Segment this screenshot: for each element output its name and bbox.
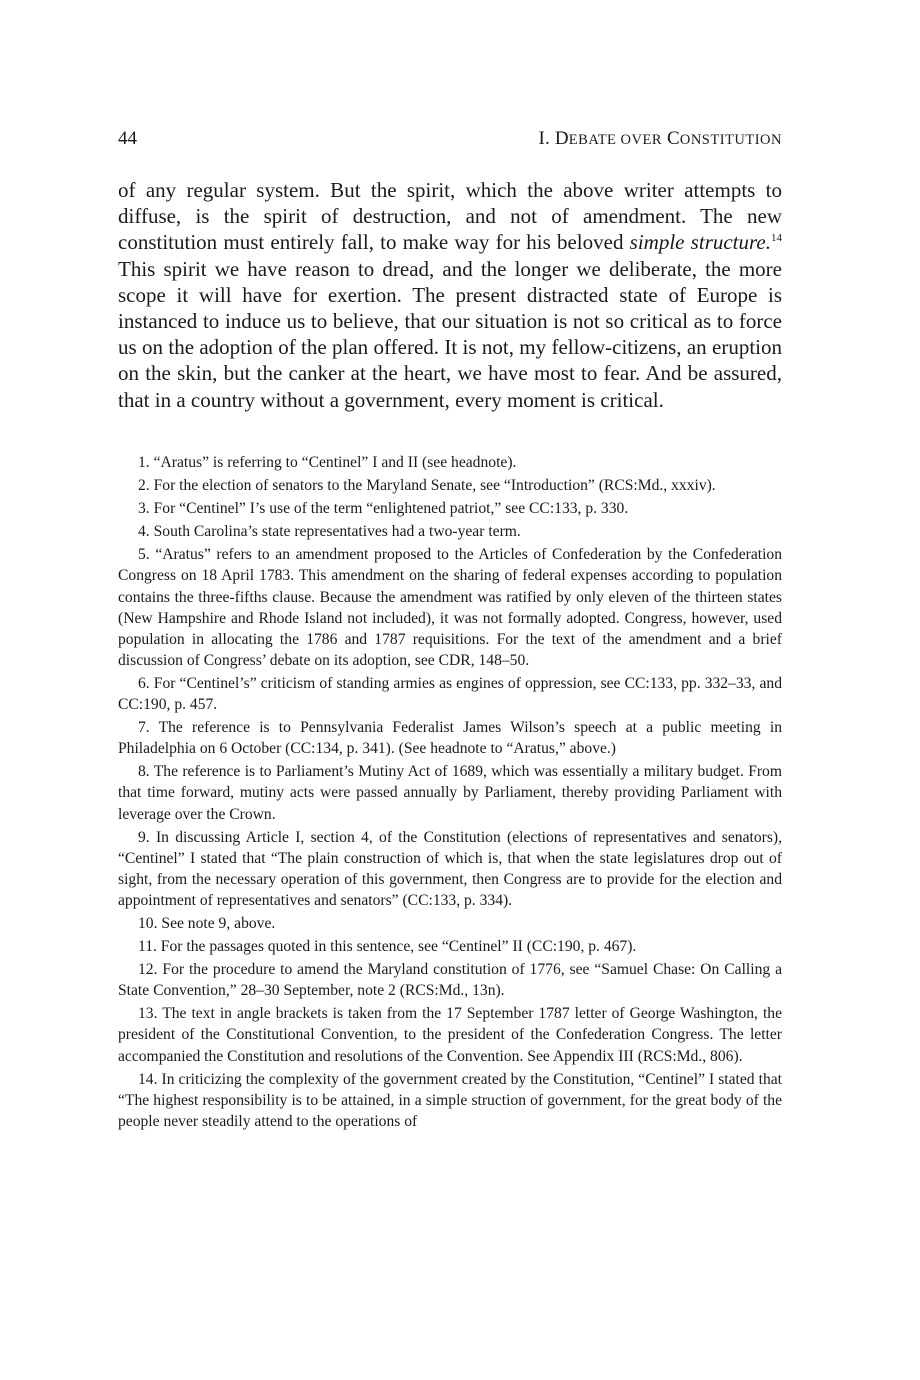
paragraph-text-1: of any regular system. But the spirit, which the above writer attempts to diffuse, is the spirit of destruction, and not of amendment. The new constitution must entirely fall, to make way for his beloved xyxy=(118,178,782,255)
section-title-small-caps-1: EBATE OVER xyxy=(568,132,663,148)
main-paragraph xyxy=(118,177,782,413)
endnote-7: 7. The reference is to Pennsylvania Federalist James Wilson’s speech at a public meeting in Philadelphia on 6 October (CC:134, p. 341). (See headnote to “Aratus,” above.) xyxy=(118,719,782,758)
section-title-roman: I. D xyxy=(538,128,569,149)
endnote-12: 12. For the procedure to amend the Maryland constitution of 1776, see “Samuel Chase: On Calling a State Convention,” 28–30 September, note 2 (RCS:Md., 13n). xyxy=(118,961,782,1000)
footnote-ref-14: 14 xyxy=(770,232,782,245)
endnote-3: 3. For “Centinel” I’s use of the term “enlightened patriot,” see CC:133, p. 330. xyxy=(138,500,629,518)
endnote-13: 13. The text in angle brackets is taken from the 17 September 1787 letter of George Washington, the president of the Constitutional Convention, to the president of the Confederation Congress. The letter accompanied the Constitution and resolutions of the Convention. See Appendix III (RCS:Md., 806). xyxy=(118,1005,782,1065)
endnote-10: 10. See note 9, above. xyxy=(138,914,276,932)
endnote-1: 1. “Aratus” is referring to “Centinel” I and II (see headnote). xyxy=(138,454,517,471)
emphasis-simple-structure: simple structure. xyxy=(629,230,771,255)
running-head xyxy=(118,128,782,158)
section-title xyxy=(538,128,782,150)
page-number: 44 xyxy=(118,128,137,149)
endnote-2: 2. For the election of senators to the Maryland Senate, see “Introduction” (RCS:Md., xxxiv). xyxy=(138,477,716,495)
paragraph-text-2: This spirit we have reason to dread, and the longer we deliberate, the more scope it will have for exertion. The present distracted state of Europe is instanced to induce us to believe, that our situation is not so critical as to force us on the adoption of the plan offered. It is not, my fellow-citizens, an eruption on the skin, but the canker at the heart, we have most to fear. And be assured, that in a country without a government, every moment is critical. xyxy=(118,256,782,412)
endnote-11: 11. For the passages quoted in this sentence, see “Centinel” II (CC:190, p. 467). xyxy=(138,938,637,956)
endnote-4: 4. South Carolina’s state representatives had a two-year term. xyxy=(138,523,521,541)
endnote-6: 6. For “Centinel’s” criticism of standing armies as engines of oppression, see CC:133, pp. 332–33, and CC:190, p. 457. xyxy=(118,674,782,714)
endnote-5: 5. “Aratus” refers to an amendment proposed to the Articles of Confederation by the Confederation Congress on 18 April 1783. This amendment on the sharing of federal expenses according to population contains the three-fifths clause. Because the amendment was ratified by only eleven of the thirteen states (New Hampshire and Rhode Island not included), it was not formally adopted. Congress, however, used population in allocating the 1786 and 1787 requisitions. For the text of the amendment and a brief discussion of Congress’ debate on its adoption, see CDR, 148–50. xyxy=(118,546,782,669)
section-title-initial: C xyxy=(666,128,680,149)
endnote-14: 14. In criticizing the complexity of the government created by the Constitution, “Centinel” I stated that “The highest responsibility is to be attained, in a simple struction of government, for the great body of the people never steadily attend to the operations of xyxy=(118,1070,782,1130)
section-title-small-caps-2: ONSTITUTION xyxy=(679,132,782,148)
endnote-9: 9. In discussing Article I, section 4, of the Constitution (elections of representatives and senators), “Centinel” I stated that “The plain construction of which is, that when the state legislatures drop out of sight, from the necessary operation of this government, then Congress are to provide for the election and appointment of representatives and senators” (CC:133, p. 334). xyxy=(118,828,782,909)
endnotes-list xyxy=(118,452,782,1134)
endnote-8: 8. The reference is to Parliament’s Mutiny Act of 1689, which was essentially a military budget. From that time forward, mutiny acts were passed annually by Parliament, thereby providing Parliament with leverage over the Crown. xyxy=(118,763,782,823)
